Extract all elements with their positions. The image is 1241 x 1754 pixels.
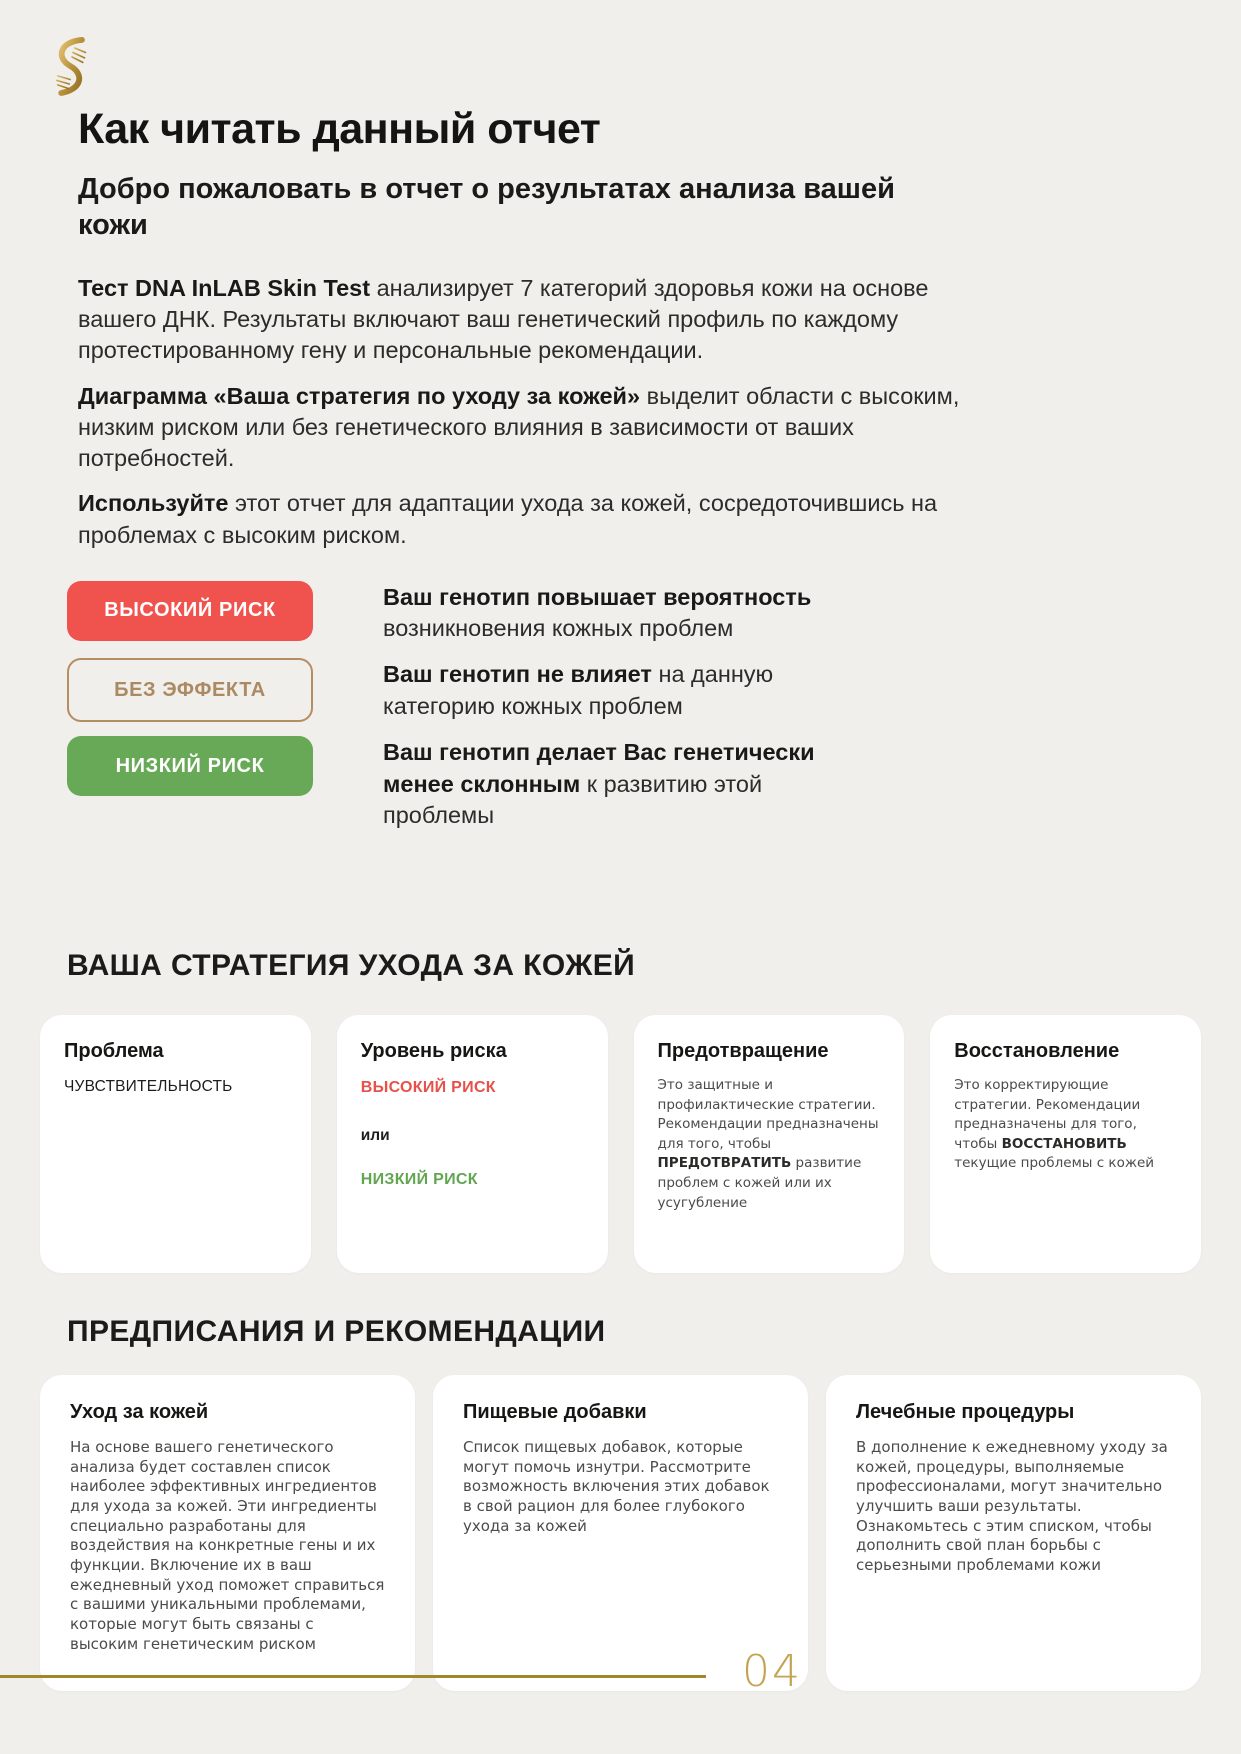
- card-title: Лечебные процедуры: [856, 1401, 1075, 1424]
- risk-legend: [67, 581, 1241, 831]
- problem-value: ЧУВСТВИТЕЛЬНОСТЬ: [64, 1078, 233, 1096]
- body-post: развитие проблем с кожей или их усугубление: [657, 1155, 862, 1211]
- body-pre: Это защитные и профилактические стратегии. Рекомендации предназначены для того, чтобы: [657, 1077, 879, 1152]
- intro-lead-bold: Используйте: [78, 490, 229, 517]
- legend-row-low-risk: [67, 736, 1241, 831]
- legend-row-high-risk: [67, 581, 1241, 645]
- desc-rest: на данную категорию кожных проблем: [383, 661, 774, 719]
- recommendation-cards: [40, 1375, 1201, 1691]
- card-title: Восстановление: [954, 1040, 1120, 1063]
- card-body: Список пищевых добавок, которые могут помочь изнутри. Рассмотрите возможность включения этих добавок в свой рацион для более глубокого ухода за кожей: [463, 1438, 770, 1535]
- rec-card-treatments: [826, 1375, 1201, 1691]
- rec-card-supplements: [433, 1375, 808, 1691]
- body-bold: ВОССТАНОВИТЬ: [1001, 1135, 1127, 1152]
- intro-paragraph-use: [78, 488, 1013, 551]
- card-title: Предотвращение: [657, 1040, 829, 1063]
- body-post: текущие проблемы с кожей: [954, 1155, 1155, 1172]
- page-footer: [0, 1646, 1241, 1697]
- strategy-cards: [40, 1015, 1201, 1273]
- risk-or-label: или: [360, 1127, 390, 1145]
- card-body: На основе вашего генетического анализа будет составлен список наиболее эффективных ингредиентов для ухода за кожей. Эти ингредиенты специально разработаны для воздействия на конкретные гены и их функции. Включение их в ваш ежедневный уход поможет справиться с вашими уникальными проблемами, которые могут быть связаны с высоким генетическим риском: [70, 1438, 385, 1653]
- card-title: Пищевые добавки: [463, 1401, 647, 1424]
- legend-row-no-effect: [67, 658, 1241, 722]
- risk-high-label: ВЫСОКИЙ РИСК: [360, 1079, 496, 1097]
- recommendations-section-title: ПРЕДПИСАНИЯ И РЕКОМЕНДАЦИИ: [67, 1315, 606, 1349]
- intro-lead-bold: Диаграмма «Ваша стратегия по уходу за кожей»: [78, 382, 641, 409]
- strategy-card-risk-level: [337, 1015, 608, 1273]
- rec-card-skincare: [40, 1375, 415, 1691]
- desc-rest: к развитию этой проблемы: [383, 770, 763, 828]
- dna-logo-icon: [45, 33, 99, 99]
- intro-lead-rest: этот отчет для адаптации ухода за кожей, сосредоточившись на проблемах с высоким риском.: [78, 490, 938, 548]
- body-bold: ПРЕДОТВРАТИТЬ: [657, 1155, 792, 1172]
- strategy-card-restoration: [930, 1015, 1201, 1273]
- card-title: Уровень риска: [360, 1040, 507, 1063]
- risk-low-label: НИЗКИЙ РИСК: [360, 1171, 478, 1189]
- high-risk-badge: ВЫСОКИЙ РИСК: [67, 581, 313, 641]
- body-pre: Это корректирующие стратегии. Рекомендации предназначены для того, чтобы: [954, 1077, 1141, 1152]
- intro-paragraph-test: [78, 273, 1013, 367]
- page-subtitle: Добро пожаловать в отчет о результатах анализа вашей кожи: [78, 173, 895, 241]
- strategy-section-title: ВАША СТРАТЕГИЯ УХОДА ЗА КОЖЕЙ: [67, 949, 636, 983]
- intro-lead-rest: выделит области с высоким, низким риском или без генетического влияния в зависимости от ваших потребностей.: [78, 382, 960, 472]
- no-effect-description: [383, 659, 863, 722]
- desc-rest: возникновения кожных проблем: [383, 615, 734, 642]
- card-title: Уход за кожей: [70, 1401, 209, 1424]
- no-effect-badge: БЕЗ ЭФФЕКТА: [67, 658, 313, 722]
- low-risk-description: [383, 737, 863, 831]
- desc-bold: Ваш генотип делает Вас генетически менее склонным: [383, 739, 815, 797]
- page-number: 04: [742, 1646, 802, 1697]
- card-title: Проблема: [64, 1040, 164, 1063]
- card-body: [954, 1076, 1177, 1174]
- strategy-card-prevention: [634, 1015, 905, 1273]
- low-risk-badge: НИЗКИЙ РИСК: [67, 736, 313, 796]
- strategy-card-problem: [40, 1015, 311, 1273]
- intro-lead-rest: анализирует 7 категорий здоровья кожи на основе вашего ДНК. Результаты включают ваш генетический профиль по каждому протестированному гену и персональные рекомендации.: [78, 274, 929, 364]
- card-body: [658, 1076, 881, 1213]
- desc-bold: Ваш генотип не влияет: [383, 661, 652, 688]
- page-title: Как читать данный отчет: [78, 105, 601, 153]
- footer-rule: [0, 1675, 706, 1678]
- intro-paragraph-diagram: [78, 381, 1013, 475]
- high-risk-description: [383, 582, 863, 645]
- desc-bold: Ваш генотип повышает вероятность: [383, 583, 812, 610]
- card-body: В дополнение к ежедневному уходу за кожей, процедуры, выполняемые профессионалами, могут значительно улучшить ваши результаты. Ознакомьтесь с этим списком, чтобы дополнить свой план борьбы с серьезными проблемами кожи: [856, 1438, 1168, 1574]
- intro-lead-bold: Тест DNA InLAB Skin Test: [78, 274, 371, 301]
